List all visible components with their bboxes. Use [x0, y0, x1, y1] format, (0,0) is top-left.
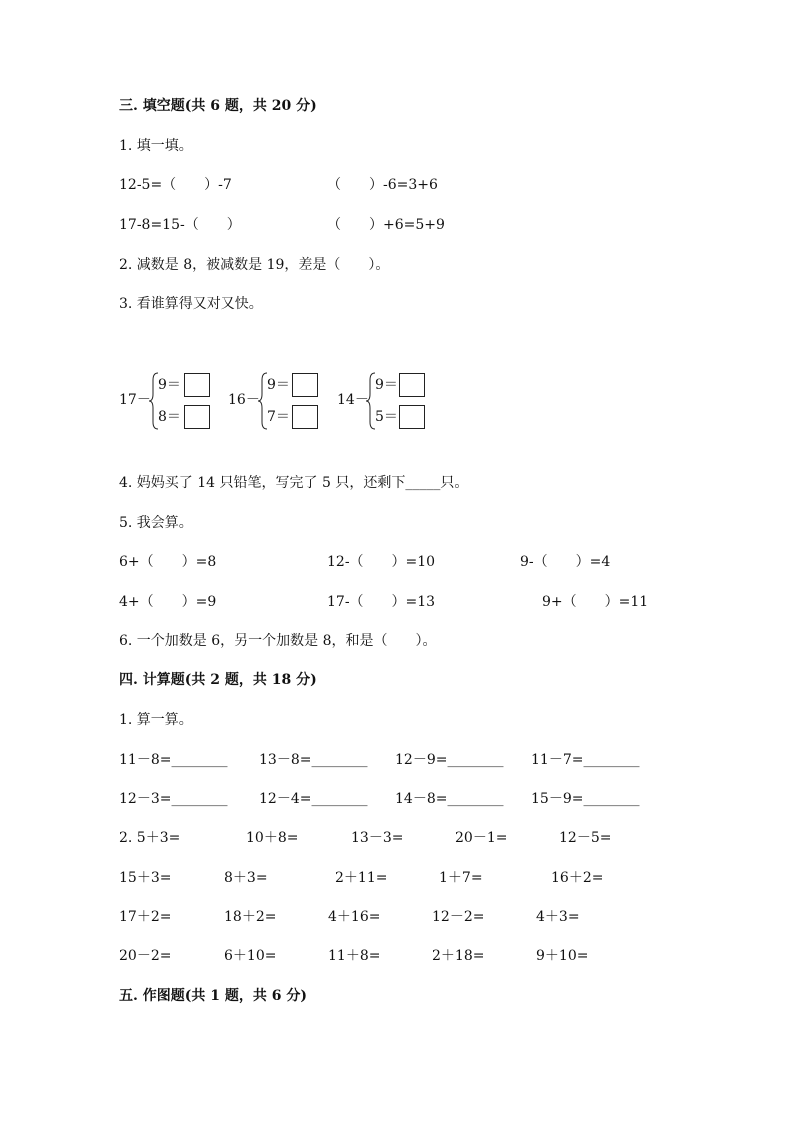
group-2-bottom-label: 7＝: [267, 409, 290, 425]
group-2-minuend: 16－: [228, 392, 260, 408]
s4-q2-r1-c3: 13－3=: [351, 830, 404, 846]
s4-q2-r1-c2: 10＋8=: [246, 830, 299, 846]
q1-r2-c2: （ ）+6=5+9: [327, 217, 445, 233]
s4-q2-r4-c3: 11＋8=: [328, 948, 381, 964]
s4-q2-r2-c5: 16＋2=: [551, 870, 604, 886]
q5-r2-c2: 17-（ ）=13: [327, 594, 436, 610]
s4-q2-r1-c1: 2. 5＋3=: [119, 830, 181, 846]
s4-q2-r1-c5: 12－5=: [559, 830, 612, 846]
answer-box[interactable]: [399, 405, 425, 429]
section-4-header: 四. 计算题(共 2 题，共 18 分): [119, 672, 317, 688]
group-1-bottom-label: 8＝: [158, 409, 181, 425]
s4-q2-r2-c2: 8＋3=: [224, 870, 268, 886]
s4-q2-r3-c5: 4＋3=: [536, 909, 580, 925]
q5-r1-c1: 6+（ ）=8: [119, 554, 217, 570]
s4-q2-r3-c3: 4＋16=: [328, 909, 381, 925]
s4-q2-r2-c3: 2＋11=: [335, 870, 388, 886]
q1-r2-c1: 17-8=15-（ ）: [119, 217, 241, 233]
s4-q1-r2-c1: 12－3=________: [119, 791, 228, 807]
s4-q2-r2-c1: 15＋3=: [119, 870, 172, 886]
s4-q2-r4-c2: 6＋10=: [224, 948, 277, 964]
q1-title: 1. 填一填。: [119, 138, 193, 154]
group-1-minuend: 17－: [119, 392, 151, 408]
q2-text: 2. 减数是 8，被减数是 19，差是（ ）。: [119, 257, 390, 273]
q5-r1-c2: 12-（ ）=10: [327, 554, 436, 570]
s4-q2-r1-c4: 20－1=: [455, 830, 508, 846]
s4-q1-r1-c1: 11－8=________: [119, 752, 228, 768]
s4-q2-r3-c2: 18＋2=: [224, 909, 277, 925]
group-3-minuend: 14－: [337, 392, 369, 408]
s4-q1-r2-c2: 12－4=________: [259, 791, 368, 807]
q1-r1-c2: （ ）-6=3+6: [327, 177, 438, 193]
answer-box[interactable]: [292, 373, 318, 397]
answer-box[interactable]: [184, 405, 210, 429]
q5-title: 5. 我会算。: [119, 515, 193, 531]
s4-q2-r4-c5: 9＋10=: [536, 948, 589, 964]
group-3-top-label: 9＝: [375, 377, 398, 393]
group-2-top-label: 9＝: [267, 377, 290, 393]
s4-q2-r3-c1: 17＋2=: [119, 909, 172, 925]
q6-text: 6. 一个加数是 6，另一个加数是 8，和是（ ）。: [119, 633, 437, 649]
s4-q1-r2-c4: 15－9=________: [531, 791, 640, 807]
answer-box[interactable]: [292, 405, 318, 429]
group-1-top-label: 9＝: [158, 377, 181, 393]
q3-title: 3. 看谁算得又对又快。: [119, 296, 263, 312]
s4-q2-r3-c4: 12－2=: [432, 909, 485, 925]
q5-r1-c3: 9-（ ）=4: [520, 554, 611, 570]
section-5-header: 五. 作图题(共 1 题，共 6 分): [119, 988, 307, 1004]
s4-q2-r2-c4: 1＋7=: [439, 870, 483, 886]
q1-r1-c1: 12-5=（ ）-7: [119, 177, 232, 193]
answer-box[interactable]: [184, 373, 210, 397]
section-3-header: 三. 填空题(共 6 题，共 20 分): [119, 98, 317, 114]
s4-q1-r2-c3: 14－8=________: [395, 791, 504, 807]
q5-r2-c1: 4+（ ）=9: [119, 594, 217, 610]
s4-q1-title: 1. 算一算。: [119, 712, 193, 728]
q5-r2-c3: 9+（ ）=11: [542, 594, 649, 610]
s4-q1-r1-c3: 12－9=________: [395, 752, 504, 768]
s4-q1-r1-c2: 13－8=________: [259, 752, 368, 768]
answer-box[interactable]: [399, 373, 425, 397]
s4-q2-r4-c4: 2＋18=: [432, 948, 485, 964]
s4-q2-r4-c1: 20－2=: [119, 948, 172, 964]
group-3-bottom-label: 5＝: [375, 409, 398, 425]
q4-text: 4. 妈妈买了 14 只铅笔，写完了 5 只，还剩下_____只。: [119, 475, 469, 491]
s4-q1-r1-c4: 11－7=________: [531, 752, 640, 768]
